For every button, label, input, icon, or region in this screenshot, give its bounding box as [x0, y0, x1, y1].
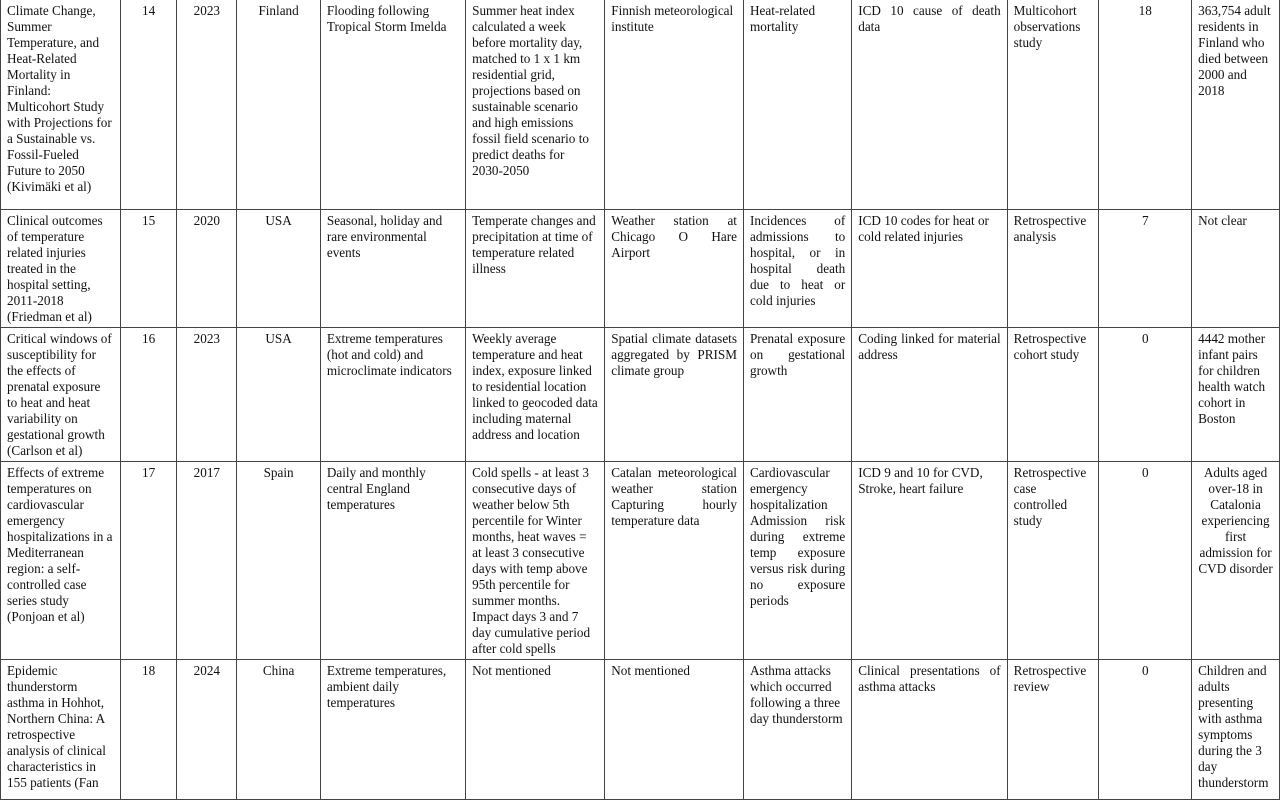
outcome-cell: Cardiovascular emergency hospitalization Admission risk during extreme temp exposure versus risk during no exposure periods	[743, 462, 851, 660]
table-row	[1, 328, 1280, 462]
year-cell: 2020	[177, 210, 237, 328]
outcome-cell: Heat-related mortality	[743, 0, 851, 210]
outcome-cell: Prenatal exposure on gestational growth	[743, 328, 851, 462]
coding-cell: Clinical presentations of asthma attacks	[852, 660, 1007, 800]
study-title-cell: Clinical outcomes of temperature related injuries treated in the hospital setting, 2011-2018 (Friedman et al)	[1, 210, 121, 328]
data-source-cell: Weather station at Chicago O Hare Airport	[605, 210, 744, 328]
study-number-cell: 15	[120, 210, 177, 328]
design-cell: Multicohort observations study	[1007, 0, 1099, 210]
coding-cell: ICD 10 cause of death data	[852, 0, 1007, 210]
year-cell: 2023	[177, 0, 237, 210]
event-cell: Extreme temperatures (hot and cold) and microclimate indicators	[320, 328, 465, 462]
population-cell: 4442 mother infant pairs for children health watch cohort in Boston	[1192, 328, 1280, 462]
year-cell: 2023	[177, 328, 237, 462]
coding-cell: Coding linked for material address	[852, 328, 1007, 462]
event-cell: Daily and monthly central England temperatures	[320, 462, 465, 660]
design-cell: Retrospective analysis	[1007, 210, 1099, 328]
design-cell: Retrospective review	[1007, 660, 1099, 800]
data-source-cell: Finnish meteorological institute	[605, 0, 744, 210]
population-cell: Children and adults presenting with asthma symptoms during the 3 day thunderstorm	[1192, 660, 1280, 800]
event-cell: Seasonal, holiday and rare environmental events	[320, 210, 465, 328]
country-cell: Finland	[237, 0, 321, 210]
table-body	[1, 0, 1280, 800]
study-number-cell: 17	[120, 462, 177, 660]
table-row	[1, 210, 1280, 328]
data-source-cell: Spatial climate datasets aggregated by PRISM climate group	[605, 328, 744, 462]
event-cell: Flooding following Tropical Storm Imelda	[320, 0, 465, 210]
country-cell: USA	[237, 328, 321, 462]
outcome-cell: Asthma attacks which occurred following a three day thunderstorm	[743, 660, 851, 800]
design-cell: Retrospective cohort study	[1007, 328, 1099, 462]
outcome-cell: Incidences of admissions to hospital, or in hospital death due to heat or cold injuries	[743, 210, 851, 328]
population-cell: 363,754 adult residents in Finland who died between 2000 and 2018	[1192, 0, 1280, 210]
score-cell: 0	[1099, 462, 1192, 660]
table-row	[1, 660, 1280, 800]
table-row	[1, 0, 1280, 210]
event-cell: Extreme temperatures, ambient daily temperatures	[320, 660, 465, 800]
country-cell: Spain	[237, 462, 321, 660]
design-cell: Retrospective case controlled study	[1007, 462, 1099, 660]
exposure-cell: Summer heat index calculated a week before mortality day, matched to 1 x 1 km residential grid, projections based on sustainable scenario and high emissions fossil field scenario to predict deaths for 2030-2050	[466, 0, 605, 210]
population-cell: Not clear	[1192, 210, 1280, 328]
study-title-cell: Epidemic thunderstorm asthma in Hohhot, Northern China: A retrospective analysis of clinical characteristics in 155 patients (Fan	[1, 660, 121, 800]
score-cell: 0	[1099, 328, 1192, 462]
exposure-cell: Cold spells - at least 3 consecutive days of weather below 5th percentile for Winter months, heat waves = at least 3 consecutive days with temp above 95th percentile for summer months. Impact days 3 and 7 day cumulative period after cold spells	[466, 462, 605, 660]
coding-cell: ICD 10 codes for heat or cold related injuries	[852, 210, 1007, 328]
study-number-cell: 18	[120, 660, 177, 800]
study-number-cell: 16	[120, 328, 177, 462]
year-cell: 2024	[177, 660, 237, 800]
study-title-cell: Climate Change, Summer Temperature, and Heat-Related Mortality in Finland: Multicohort Study with Projections for a Sustainable vs. Fossil-Fueled Future to 2050 (Kivimäki et al)	[1, 0, 121, 210]
data-source-cell: Not mentioned	[605, 660, 744, 800]
exposure-cell: Temperate changes and precipitation at time of temperature related illness	[466, 210, 605, 328]
exposure-cell: Weekly average temperature and heat index, exposure linked to residential location linked to geocoded data including maternal address and location	[466, 328, 605, 462]
country-cell: USA	[237, 210, 321, 328]
coding-cell: ICD 9 and 10 for CVD, Stroke, heart failure	[852, 462, 1007, 660]
study-title-cell: Critical windows of susceptibility for the effects of prenatal exposure to heat and heat variability on gestational growth (Carlson et al)	[1, 328, 121, 462]
country-cell: China	[237, 660, 321, 800]
score-cell: 18	[1099, 0, 1192, 210]
population-cell: Adults aged over-18 in Catalonia experiencing first admission for CVD disorder	[1192, 462, 1280, 660]
data-source-cell: Catalan meteorological weather station Capturing hourly temperature data	[605, 462, 744, 660]
study-title-cell: Effects of extreme temperatures on cardiovascular emergency hospitalizations in a Mediterranean region: a self-controlled case series study (Ponjoan et al)	[1, 462, 121, 660]
score-cell: 0	[1099, 660, 1192, 800]
study-number-cell: 14	[120, 0, 177, 210]
table-row	[1, 462, 1280, 660]
exposure-cell: Not mentioned	[466, 660, 605, 800]
year-cell: 2017	[177, 462, 237, 660]
score-cell: 7	[1099, 210, 1192, 328]
